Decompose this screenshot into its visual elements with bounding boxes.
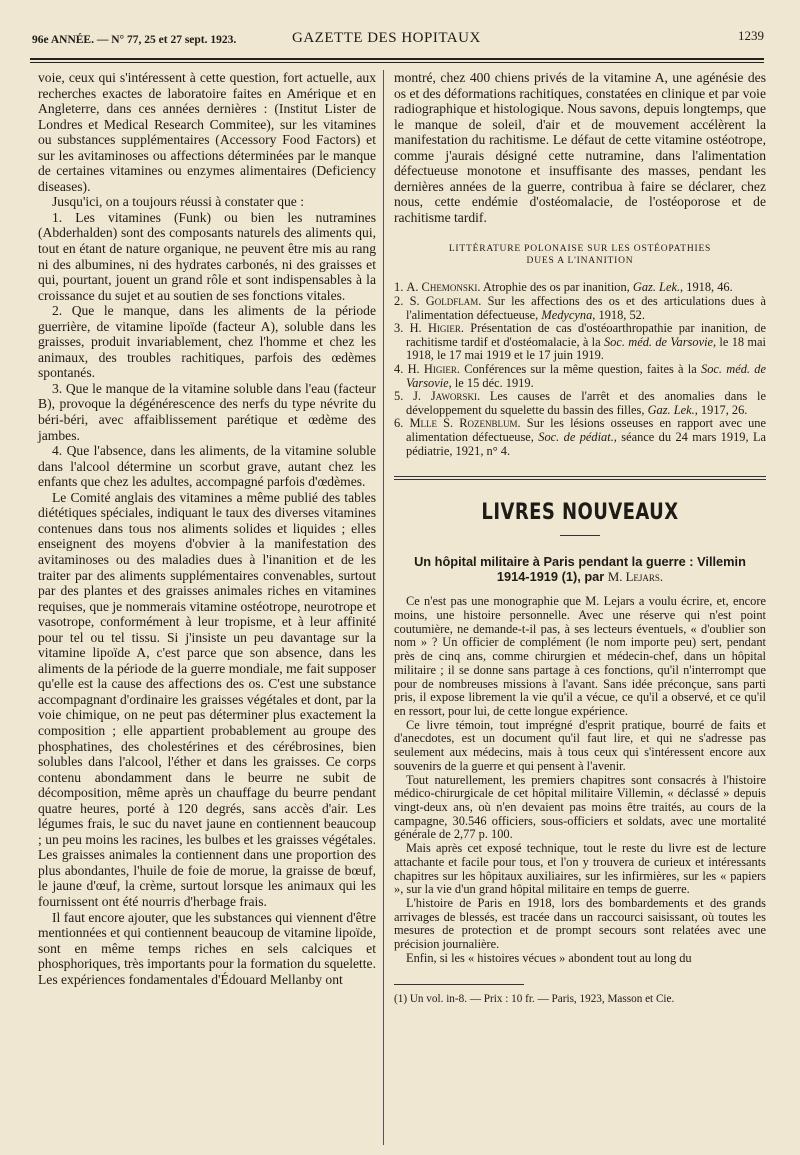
right-article-text (394, 70, 766, 225)
paragraph: 2. Que le manque, dans les aliments de la période guerrière, de vitamine lipoïde (facteur A), soluble dans les graisses, produit invariablement, chez l'homme et chez les animaux, des troubles rachitiques, parfois des œdèmes spontanés. (38, 303, 376, 381)
footnote-rule (394, 984, 524, 985)
literature-heading (394, 243, 766, 267)
footnote: (1) Un vol. in-8. — Prix : 10 fr. — Paris, 1923, Masson et Cie. (394, 992, 675, 1005)
left-article-text (38, 70, 376, 987)
paragraph: 4. Que l'absence, dans les aliments, de la vitamine soluble dans l'alcool détermine un scorbut grave, autant chez les enfants que chez les adultes, accompagné parfois d'œdèmes. (38, 443, 376, 490)
paragraph: L'histoire de Paris en 1918, lors des bombardements et des grands arrivages de blessés, est tracée dans un raccourci saisissant, où toutes les mesures de protection et de prompt secours sont relatées avec une précision journalière. (394, 896, 766, 952)
book-review (394, 595, 766, 965)
header-rule-thin (30, 62, 764, 63)
paragraph: Jusqu'ici, on a toujours réussi à constater que : (52, 194, 304, 210)
book-author: M. Lejars. (607, 570, 664, 585)
reference-item: 4. H. Higier. Conférences sur la même question, faites à la Soc. méd. de Varsovie, le 15 déc. 1919. (394, 362, 766, 390)
left-column (38, 70, 376, 987)
reference-item: 3. H. Higier. Présentation de cas d'ostéoarthropathie par inanition, de rachitisme tardif et d'ostéomalacie, à la Soc. méd. de Varsovie, le 18 mai 1918, le 17 mai 1919 et le 17 juin 1919. (394, 321, 766, 363)
title-rule (560, 535, 600, 536)
paragraph: 1. Les vitamines (Funk) ou bien les nutramines (Abderhalden) sont des composants naturels des aliments qui, tout en étant de nature organique, ne peuvent être mis au rang ni des albumines, ni des hydrates carbonés, ni des graisses et qui, pourtant, jouent un grand rôle et sont indispensables à la croissance du sujet et au soutien de ses fonctions vitales. (38, 209, 376, 303)
reference-list (394, 281, 766, 458)
reference-item: 6. Mlle S. Rozenblum. Sur les lésions osseuses en rapport avec une alimentation défectueuse, Soc. de pédiat., séance du 24 mars 1919, La pédiatrie, 1921, n° 4. (394, 416, 767, 458)
paragraph: montré, chez 400 chiens privés de la vitamine A, une agénésie des os et des déformations rachitiques, constatées en clinique et par voie radiographique et histologique. Nous savons, depuis longtemps, que le manque de soleil, d'air et de mouvement accélèrent la manifestation du rachitisme. Le défaut de cette vitamine ostéotrope, comme j'aurais désigné cette nutramine, dans l'alimentation défectueuse monotone et insuffisante des masses, pendant les dernières années de la guerre, contribua à faire se déclarer, chez nous, cette endémie d'ostéomalacie, de l'ostéoporose et de rachitisme tardif. (394, 70, 766, 225)
right-column (394, 70, 766, 1005)
book-title (394, 554, 766, 585)
paragraph: Enfin, si les « histoires vécues » abondent tout au long du (406, 950, 692, 965)
paragraph: Le Comité anglais des vitamines a même publié des tables diététiques spéciales, indiquant le taux des diverses vitamines contenues dans tous nos aliments solides et liquides ; elles enseignent des moyens d'obvier à la manifestation des avitaminoses ou des maladies dues à l'inanition et de les traiter par des aliments supplémentaires convenables, surtout par des plantes et des graisses animales riches en vitamines requises, que je nommerais vitamine ostéotrope, neurotrope et vasotrope, conformément à leur tropisme, et à leur affinité pour tel ou tel tissu. Si j'insiste un peu davantage sur la vitamine lipoïde A, c'est parce que son absence, dans les aliments de la période de la guerre mondiale, me fait supposer qu'elle est la cause des affections des os. C'est une substance accompagnant d'ordinaire les graisses végétales et dont, par la voie chimique, on ne peut pas déterminer plus exactement la composition ; elle appartient probablement au groupe des phosphatines, des cholestérines et des cérébrosines, bien solubles dans l'alcool, l'éther et dans les graisses. Ce corps contenu abondamment dans le beurre ne subit de décomposition, même après un chauffage du beurre pendant quatre heures, porté à 120 degrés, sans accès d'air. Les légumes frais, le suc du navet jaune en contiennent beaucoup ; un peu moins les racines, les bulbes et les graisses végétales. Les graisses animales la contiennent dans une proportion des plus abondantes, l'huile de foie de morue, la graisse de bœuf, le jaune d'œuf, la crème, surtout lorsque les animaux qui les fournissent ont été nourris d'herbage frais. (38, 489, 376, 909)
paragraph: voie, ceux qui s'intéressent à cette question, fort actuelle, aux recherches exactes de laboratoire faites en Amérique et en Angleterre, dans ces années dernières : (Institut Lister de Londres et Medical Research Commitee), sur les vitamines ou substances supplémentaires (Accessory Food Factors) et sur les avitaminoses ou affections déterminées par le manque de certaines vitamines ou enzymes alimentaires (Deficiency diseases). (38, 70, 376, 194)
literature-heading-line: DUES A L'INANITION (526, 256, 634, 267)
book-title-line: Un hôpital militaire à Paris pendant la guerre : Villemin (414, 554, 746, 570)
paragraph: Mais après cet exposé technique, tout le reste du livre est de lecture attachante et facile pour tous, et l'on y trouvera de curieux et intéressants chapitres sur les hôpitaux auxiliaires, sur les infirmières, sur les « papiers », sur la vie d'un grand hôpital militaire en temps de guerre. (394, 841, 766, 897)
paragraph: Tout naturellement, les premiers chapitres sont consacrés à l'histoire médico-chirurgicale de cet hôpital militaire Villemin, « déclassé » depuis vingt-deux ans, où n'en devaient pas moins être traités, au cours de la campagne, 30.546 officiers, sous-officiers et soldats, avec une mortalité générale de 2,77 p. 100. (394, 772, 766, 842)
paragraph: Ce n'est pas une monographie que M. Lejars a voulu écrire, et, encore moins, une histoire personnelle. Avec une réserve qui n'est point coutumière, ne demande-t-il pas, à ses lecteurs éventuels, « d'oublier son nom » ? Un officier de complément (le nom importe peu) sert, pendant près de cinq ans, comme chirurgien et médecin-chef, dans un hôpital militaire ; il se donne sans partage à ces fonctions, qu'il n'interrompt que pour de nombreuses missions à l'avant. Sans idée préconçue, sans parti pris, il expose librement la vie qu'il a vécue, ce qu'il a observé, et ce qu'il en ressort, pour lui, de cette longue expérience. (394, 594, 766, 718)
section-separator (394, 476, 766, 480)
header-rule (30, 58, 764, 60)
issue-line: 96e ANNÉE. — N° 77, 25 et 27 sept. 1923. (32, 34, 237, 46)
page-number: 1239 (738, 28, 764, 43)
reference-item: 5. J. Jaworski. Les causes de l'arrêt et des anomalies dans le développement du squelette du bassin des filles, Gaz. Lek., 1917, 26. (394, 389, 766, 417)
paragraph: 3. Que le manque de la vitamine soluble dans l'eau (facteur B), provoque la dégénérescence des nerfs du type névrite du béri-béri, avec affaiblissement parétique et œdème des jambes. (38, 380, 376, 443)
page-header (32, 28, 764, 60)
paragraph: Ce livre témoin, tout imprégné d'esprit pratique, bourré de faits et d'anecdotes, est un document qu'il faut lire, et qui ne s'adresse pas seulement aux médecins, mais à tous ceux qui s'intéressent encore aux souvenirs de la guerre et qui pensent à l'avenir. (394, 717, 766, 773)
reference-item: 2. S. Goldflam. Sur les affections des os et des articulations dues à l'alimentation défectueuse, Medycyna, 1918, 52. (394, 294, 766, 322)
reference-item: 1. A. Chemonski. Atrophie des os par inanition, Gaz. Lek., 1918, 46. (394, 280, 733, 295)
literature-heading-line: LITTÉRATURE POLONAISE SUR LES OSTÉOPATHIES (448, 244, 712, 255)
book-title-line: 1914-1919 (1), par M. Lejars. (496, 569, 664, 585)
column-divider (383, 70, 384, 1145)
journal-title: GAZETTE DES HOPITAUX (292, 30, 481, 46)
section-title: LIVRES NOUVEAUX (481, 500, 679, 526)
paragraph: Il faut encore ajouter, que les substances qui viennent d'être mentionnées et qui contiennent beaucoup de vitamine lipoïde, sont en même temps riches en sels calciques et phosphoriques, très importants pour la formation du squelette. Les expériences fondamentales d'Édouard Mellanby ont (38, 909, 376, 987)
